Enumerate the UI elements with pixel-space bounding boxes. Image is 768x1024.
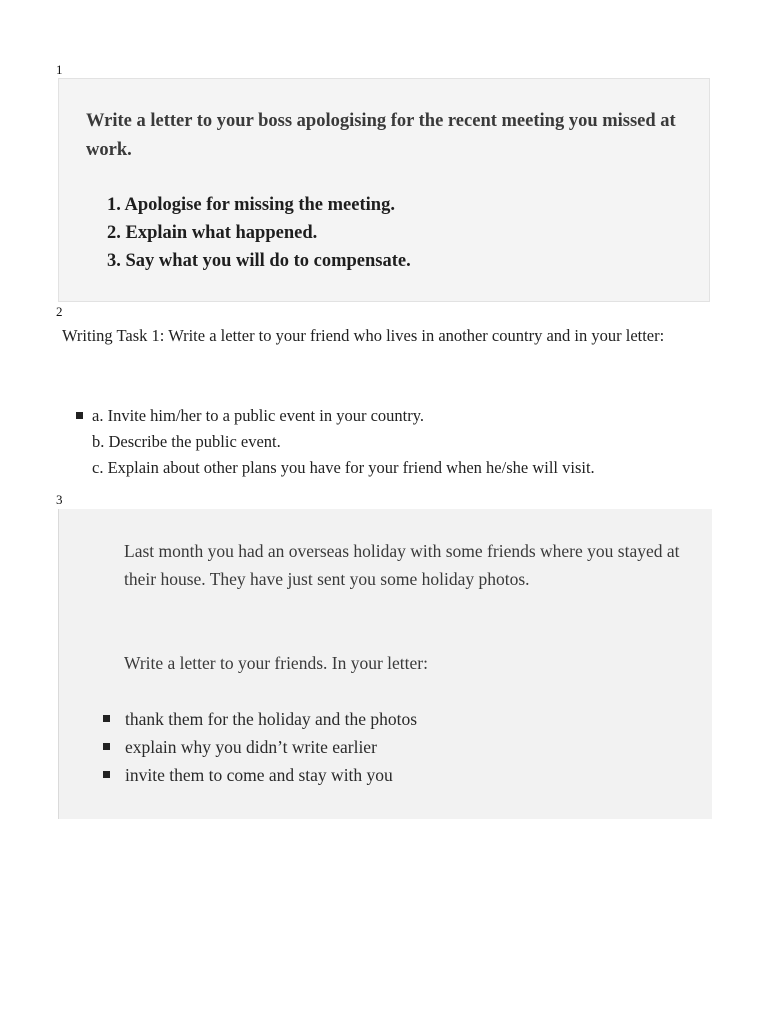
square-bullet-icon — [76, 412, 83, 419]
task-2-intro: Writing Task 1: Write a letter to your friend who lives in another country and in your letter: — [62, 326, 665, 345]
task-2-point-text: a. Invite him/her to a public event in your country. — [92, 406, 425, 425]
square-bullet-icon — [103, 743, 110, 750]
task-3-point — [103, 733, 417, 761]
section-number-1: 1 — [56, 62, 63, 77]
square-bullet-icon — [103, 771, 110, 778]
task-3-points — [103, 705, 417, 789]
task-box-3 — [58, 509, 712, 819]
task-2 — [62, 323, 712, 477]
task-3-point-text: invite them to come and stay with you — [125, 765, 393, 785]
section-number-3: 3 — [56, 492, 63, 507]
section-number-2: 2 — [56, 304, 63, 319]
task-3-paragraph-1: Last month you had an overseas holiday with some friends where you stayed at their house. They have just sent you some holiday photos. — [124, 541, 680, 589]
task-2-point: b. Describe the public event. — [92, 432, 281, 451]
task-1-points — [107, 191, 411, 275]
task-1-point: 3. Say what you will do to compensate. — [107, 251, 411, 271]
task-3-point — [103, 705, 417, 733]
task-2-point: c. Explain about other plans you have for your friend when he/she will visit. — [92, 458, 595, 477]
task-2-points — [76, 403, 716, 481]
task-2-point — [76, 403, 716, 429]
task-3-point-text: explain why you didn’t write earlier — [125, 737, 377, 757]
task-1-point: 1. Apologise for missing the meeting. — [107, 195, 395, 215]
task-3-point-text: thank them for the holiday and the photos — [125, 709, 418, 729]
square-bullet-icon — [103, 715, 110, 722]
task-box-1 — [58, 78, 710, 302]
task-1-prompt: Write a letter to your boss apologising for the recent meeting you missed at work. — [86, 111, 676, 160]
task-1-point: 2. Explain what happened. — [107, 223, 318, 243]
task-3-point — [103, 761, 417, 789]
task-3-paragraph-2: Write a letter to your friends. In your letter: — [124, 653, 428, 673]
